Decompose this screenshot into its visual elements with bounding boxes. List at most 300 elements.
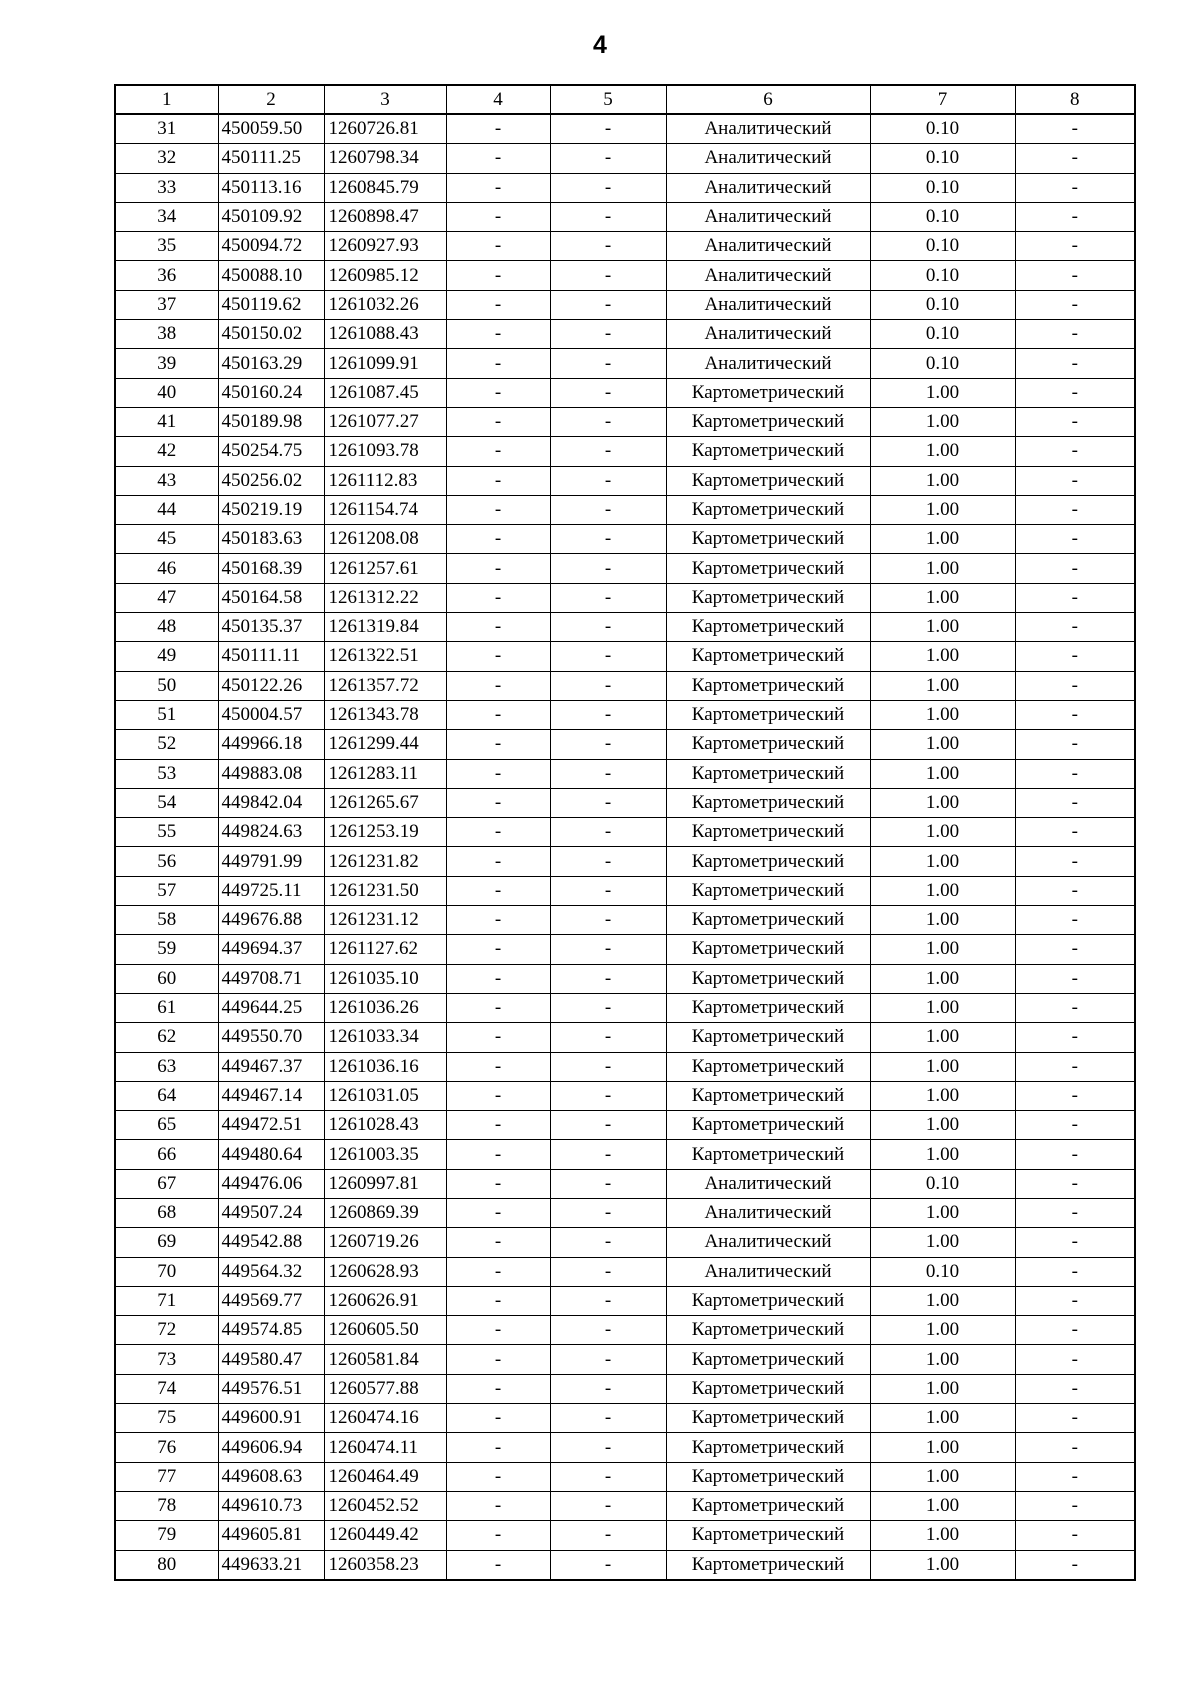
- table-cell-method: Аналитический: [666, 1228, 870, 1257]
- table-cell-y-coordinate: 1261087.45: [324, 378, 446, 407]
- table-cell-x-coordinate: 450122.26: [218, 671, 324, 700]
- table-cell-point-number: 45: [115, 525, 218, 554]
- table-cell-col-5: -: [550, 202, 666, 231]
- table-cell-accuracy: 1.00: [870, 964, 1015, 993]
- table-cell-col-5: -: [550, 1345, 666, 1374]
- table-cell-y-coordinate: 1260474.16: [324, 1404, 446, 1433]
- column-header-accuracy: 7: [870, 85, 1015, 114]
- table-cell-col-5: -: [550, 290, 666, 319]
- table-row: [115, 232, 1135, 261]
- table-cell-col-5: -: [550, 1404, 666, 1433]
- table-cell-accuracy: 1.00: [870, 1052, 1015, 1081]
- table-cell-point-number: 66: [115, 1140, 218, 1169]
- table-cell-accuracy: 0.10: [870, 1257, 1015, 1286]
- table-cell-col-5: -: [550, 1374, 666, 1403]
- table-cell-point-number: 43: [115, 466, 218, 495]
- table-cell-accuracy: 1.00: [870, 1374, 1015, 1403]
- table-cell-accuracy: 1.00: [870, 1081, 1015, 1110]
- table-cell-point-number: 49: [115, 642, 218, 671]
- table-cell-col-8: -: [1015, 114, 1135, 144]
- table-cell-x-coordinate: 450150.02: [218, 320, 324, 349]
- table-cell-point-number: 35: [115, 232, 218, 261]
- table-cell-method: Картометрический: [666, 935, 870, 964]
- table-cell-accuracy: 1.00: [870, 1023, 1015, 1052]
- table-cell-x-coordinate: 449725.11: [218, 876, 324, 905]
- table-cell-accuracy: 1.00: [870, 935, 1015, 964]
- table-cell-accuracy: 1.00: [870, 466, 1015, 495]
- table-cell-x-coordinate: 450256.02: [218, 466, 324, 495]
- table-cell-col-8: -: [1015, 671, 1135, 700]
- table-cell-col-5: -: [550, 1228, 666, 1257]
- table-cell-method: Картометрический: [666, 1491, 870, 1520]
- table-cell-col-8: -: [1015, 1491, 1135, 1520]
- table-cell-method: Картометрический: [666, 1404, 870, 1433]
- table-cell-method: Аналитический: [666, 1169, 870, 1198]
- table-cell-x-coordinate: 450113.16: [218, 173, 324, 202]
- table-cell-point-number: 44: [115, 495, 218, 524]
- table-cell-point-number: 36: [115, 261, 218, 290]
- table-cell-y-coordinate: 1261099.91: [324, 349, 446, 378]
- table-cell-col-4: -: [446, 232, 550, 261]
- table-cell-method: Картометрический: [666, 1521, 870, 1550]
- table-cell-col-4: -: [446, 466, 550, 495]
- table-row: [115, 730, 1135, 759]
- table-cell-col-8: -: [1015, 583, 1135, 612]
- table-cell-col-5: -: [550, 1111, 666, 1140]
- table-cell-col-5: -: [550, 1169, 666, 1198]
- table-cell-col-8: -: [1015, 1081, 1135, 1110]
- table-cell-accuracy: 0.10: [870, 173, 1015, 202]
- table-cell-x-coordinate: 449576.51: [218, 1374, 324, 1403]
- table-cell-accuracy: 0.10: [870, 114, 1015, 144]
- table-cell-accuracy: 1.00: [870, 876, 1015, 905]
- table-row: [115, 1316, 1135, 1345]
- table-cell-col-5: -: [550, 378, 666, 407]
- table-cell-accuracy: 1.00: [870, 495, 1015, 524]
- table-cell-col-5: -: [550, 320, 666, 349]
- table-cell-col-8: -: [1015, 906, 1135, 935]
- table-cell-col-8: -: [1015, 964, 1135, 993]
- column-header-point-number: 1: [115, 85, 218, 114]
- table-cell-y-coordinate: 1260577.88: [324, 1374, 446, 1403]
- table-cell-col-4: -: [446, 1257, 550, 1286]
- table-cell-method: Аналитический: [666, 144, 870, 173]
- table-row: [115, 993, 1135, 1022]
- table-cell-x-coordinate: 450109.92: [218, 202, 324, 231]
- table-cell-accuracy: 1.00: [870, 1491, 1015, 1520]
- table-cell-col-5: -: [550, 525, 666, 554]
- table-row: [115, 1286, 1135, 1315]
- table-cell-x-coordinate: 449633.21: [218, 1550, 324, 1580]
- table-row: [115, 1521, 1135, 1550]
- table-cell-col-5: -: [550, 437, 666, 466]
- table-cell-method: Аналитический: [666, 261, 870, 290]
- table-cell-accuracy: 1.00: [870, 525, 1015, 554]
- table-cell-col-8: -: [1015, 1521, 1135, 1550]
- table-cell-x-coordinate: 449606.94: [218, 1433, 324, 1462]
- table-cell-accuracy: 1.00: [870, 906, 1015, 935]
- table-cell-col-5: -: [550, 935, 666, 964]
- table-cell-method: Картометрический: [666, 554, 870, 583]
- table-cell-method: Аналитический: [666, 202, 870, 231]
- table-cell-y-coordinate: 1260898.47: [324, 202, 446, 231]
- table-cell-col-5: -: [550, 1257, 666, 1286]
- table-cell-method: Картометрический: [666, 1316, 870, 1345]
- table-cell-col-4: -: [446, 671, 550, 700]
- table-cell-point-number: 64: [115, 1081, 218, 1110]
- table-cell-method: Картометрический: [666, 525, 870, 554]
- table-cell-col-8: -: [1015, 1111, 1135, 1140]
- table-cell-y-coordinate: 1261127.62: [324, 935, 446, 964]
- table-cell-accuracy: 1.00: [870, 1433, 1015, 1462]
- table-cell-y-coordinate: 1261231.82: [324, 847, 446, 876]
- table-cell-x-coordinate: 449574.85: [218, 1316, 324, 1345]
- table-cell-x-coordinate: 449580.47: [218, 1345, 324, 1374]
- table-cell-x-coordinate: 449676.88: [218, 906, 324, 935]
- table-cell-point-number: 31: [115, 114, 218, 144]
- table-cell-col-4: -: [446, 114, 550, 144]
- table-cell-x-coordinate: 449467.14: [218, 1081, 324, 1110]
- table-cell-col-8: -: [1015, 1052, 1135, 1081]
- table-cell-accuracy: 1.00: [870, 730, 1015, 759]
- table-cell-col-4: -: [446, 759, 550, 788]
- table-cell-y-coordinate: 1261257.61: [324, 554, 446, 583]
- table-cell-method: Картометрический: [666, 1374, 870, 1403]
- table-cell-x-coordinate: 450168.39: [218, 554, 324, 583]
- table-cell-col-8: -: [1015, 847, 1135, 876]
- table-cell-y-coordinate: 1261033.34: [324, 1023, 446, 1052]
- table-cell-method: Картометрический: [666, 1433, 870, 1462]
- table-cell-col-4: -: [446, 437, 550, 466]
- table-cell-col-4: -: [446, 1521, 550, 1550]
- table-cell-col-4: -: [446, 320, 550, 349]
- table-cell-col-8: -: [1015, 1169, 1135, 1198]
- table-cell-y-coordinate: 1261077.27: [324, 407, 446, 436]
- table-cell-y-coordinate: 1261253.19: [324, 818, 446, 847]
- table-row: [115, 1374, 1135, 1403]
- table-cell-col-4: -: [446, 202, 550, 231]
- column-header-col-8: 8: [1015, 85, 1135, 114]
- table-cell-x-coordinate: 449569.77: [218, 1286, 324, 1315]
- table-cell-col-5: -: [550, 1491, 666, 1520]
- table-cell-col-8: -: [1015, 818, 1135, 847]
- table-cell-col-4: -: [446, 964, 550, 993]
- table-cell-x-coordinate: 450254.75: [218, 437, 324, 466]
- table-cell-point-number: 52: [115, 730, 218, 759]
- table-row: [115, 144, 1135, 173]
- table-cell-col-8: -: [1015, 1374, 1135, 1403]
- table-cell-col-5: -: [550, 818, 666, 847]
- table-cell-accuracy: 1.00: [870, 1140, 1015, 1169]
- table-cell-accuracy: 0.10: [870, 349, 1015, 378]
- table-cell-accuracy: 1.00: [870, 847, 1015, 876]
- table-cell-x-coordinate: 450163.29: [218, 349, 324, 378]
- table-cell-col-4: -: [446, 1081, 550, 1110]
- table-row: [115, 1140, 1135, 1169]
- table-cell-accuracy: 0.10: [870, 290, 1015, 319]
- table-row: [115, 173, 1135, 202]
- table-cell-col-8: -: [1015, 642, 1135, 671]
- table-cell-x-coordinate: 449708.71: [218, 964, 324, 993]
- table-cell-x-coordinate: 450119.62: [218, 290, 324, 319]
- table-row: [115, 1550, 1135, 1580]
- table-cell-point-number: 69: [115, 1228, 218, 1257]
- table-cell-col-8: -: [1015, 876, 1135, 905]
- table-cell-col-4: -: [446, 495, 550, 524]
- table-cell-point-number: 74: [115, 1374, 218, 1403]
- table-row: [115, 1257, 1135, 1286]
- table-cell-col-5: -: [550, 407, 666, 436]
- table-row: [115, 320, 1135, 349]
- table-cell-col-4: -: [446, 642, 550, 671]
- table-cell-col-5: -: [550, 847, 666, 876]
- table-cell-y-coordinate: 1260726.81: [324, 114, 446, 144]
- table-cell-point-number: 71: [115, 1286, 218, 1315]
- table-cell-point-number: 72: [115, 1316, 218, 1345]
- table-cell-accuracy: 1.00: [870, 407, 1015, 436]
- table-cell-accuracy: 1.00: [870, 583, 1015, 612]
- table-cell-point-number: 79: [115, 1521, 218, 1550]
- table-cell-col-8: -: [1015, 173, 1135, 202]
- table-row: [115, 261, 1135, 290]
- table-cell-y-coordinate: 1261003.35: [324, 1140, 446, 1169]
- table-cell-point-number: 73: [115, 1345, 218, 1374]
- table-row: [115, 906, 1135, 935]
- table-cell-accuracy: 1.00: [870, 1198, 1015, 1227]
- table-row: [115, 1345, 1135, 1374]
- table-cell-col-8: -: [1015, 1345, 1135, 1374]
- table-cell-accuracy: 1.00: [870, 1316, 1015, 1345]
- table-cell-x-coordinate: 449472.51: [218, 1111, 324, 1140]
- table-cell-x-coordinate: 450111.25: [218, 144, 324, 173]
- table-cell-accuracy: 1.00: [870, 759, 1015, 788]
- table-cell-y-coordinate: 1261343.78: [324, 700, 446, 729]
- table-cell-accuracy: 0.10: [870, 232, 1015, 261]
- table-cell-x-coordinate: 449600.91: [218, 1404, 324, 1433]
- table-cell-y-coordinate: 1260464.49: [324, 1462, 446, 1491]
- table-row: [115, 759, 1135, 788]
- table-cell-accuracy: 1.00: [870, 1228, 1015, 1257]
- table-cell-col-8: -: [1015, 261, 1135, 290]
- table-cell-col-5: -: [550, 144, 666, 173]
- table-cell-y-coordinate: 1260474.11: [324, 1433, 446, 1462]
- table-cell-y-coordinate: 1261208.08: [324, 525, 446, 554]
- table-cell-col-8: -: [1015, 320, 1135, 349]
- table-cell-col-8: -: [1015, 935, 1135, 964]
- table-cell-method: Аналитический: [666, 173, 870, 202]
- table-row: [115, 466, 1135, 495]
- table-cell-col-5: -: [550, 906, 666, 935]
- table-cell-col-4: -: [446, 1491, 550, 1520]
- table-cell-accuracy: 1.00: [870, 437, 1015, 466]
- table-cell-x-coordinate: 449467.37: [218, 1052, 324, 1081]
- table-cell-point-number: 78: [115, 1491, 218, 1520]
- table-cell-method: Картометрический: [666, 876, 870, 905]
- table-cell-x-coordinate: 449610.73: [218, 1491, 324, 1520]
- table-cell-method: Аналитический: [666, 1257, 870, 1286]
- table-cell-method: Картометрический: [666, 671, 870, 700]
- table-cell-col-8: -: [1015, 1023, 1135, 1052]
- column-header-x-coordinate: 2: [218, 85, 324, 114]
- table-cell-point-number: 33: [115, 173, 218, 202]
- table-cell-x-coordinate: 449694.37: [218, 935, 324, 964]
- table-cell-col-5: -: [550, 1140, 666, 1169]
- table-cell-col-8: -: [1015, 232, 1135, 261]
- column-header-col-4: 4: [446, 85, 550, 114]
- table-row: [115, 1052, 1135, 1081]
- table-cell-col-8: -: [1015, 1286, 1135, 1315]
- table-cell-method: Картометрический: [666, 642, 870, 671]
- table-cell-col-8: -: [1015, 700, 1135, 729]
- table-cell-point-number: 38: [115, 320, 218, 349]
- table-cell-method: Картометрический: [666, 437, 870, 466]
- table-cell-method: Аналитический: [666, 320, 870, 349]
- table-cell-y-coordinate: 1260452.52: [324, 1491, 446, 1520]
- table-cell-accuracy: 1.00: [870, 1111, 1015, 1140]
- table-cell-col-8: -: [1015, 466, 1135, 495]
- table-cell-y-coordinate: 1260719.26: [324, 1228, 446, 1257]
- table-cell-point-number: 55: [115, 818, 218, 847]
- table-cell-method: Картометрический: [666, 583, 870, 612]
- table-cell-col-8: -: [1015, 1257, 1135, 1286]
- table-cell-col-5: -: [550, 788, 666, 817]
- table-cell-method: Картометрический: [666, 788, 870, 817]
- table-cell-x-coordinate: 449966.18: [218, 730, 324, 759]
- table-cell-col-5: -: [550, 232, 666, 261]
- table-cell-col-8: -: [1015, 1140, 1135, 1169]
- table-cell-col-8: -: [1015, 1228, 1135, 1257]
- table-cell-col-4: -: [446, 788, 550, 817]
- table-cell-y-coordinate: 1260358.23: [324, 1550, 446, 1580]
- table-cell-accuracy: 1.00: [870, 1462, 1015, 1491]
- table-cell-x-coordinate: 449480.64: [218, 1140, 324, 1169]
- table-cell-col-4: -: [446, 1140, 550, 1169]
- table-cell-y-coordinate: 1261036.16: [324, 1052, 446, 1081]
- table-cell-method: Картометрический: [666, 1286, 870, 1315]
- table-cell-y-coordinate: 1261322.51: [324, 642, 446, 671]
- table-row: [115, 1111, 1135, 1140]
- table-cell-col-5: -: [550, 1286, 666, 1315]
- table-row: [115, 1169, 1135, 1198]
- table-cell-method: Картометрический: [666, 466, 870, 495]
- table-cell-col-8: -: [1015, 759, 1135, 788]
- table-cell-y-coordinate: 1261231.12: [324, 906, 446, 935]
- table-cell-col-8: -: [1015, 525, 1135, 554]
- table-cell-y-coordinate: 1261032.26: [324, 290, 446, 319]
- table-cell-col-5: -: [550, 613, 666, 642]
- table-cell-col-4: -: [446, 935, 550, 964]
- table-cell-col-4: -: [446, 1052, 550, 1081]
- table-cell-accuracy: 1.00: [870, 700, 1015, 729]
- table-cell-y-coordinate: 1261088.43: [324, 320, 446, 349]
- table-cell-x-coordinate: 449824.63: [218, 818, 324, 847]
- table-cell-method: Картометрический: [666, 613, 870, 642]
- table-cell-method: Картометрический: [666, 1111, 870, 1140]
- table-cell-col-8: -: [1015, 144, 1135, 173]
- table-cell-col-8: -: [1015, 993, 1135, 1022]
- table-cell-col-5: -: [550, 1433, 666, 1462]
- column-header-method: 6: [666, 85, 870, 114]
- table-cell-col-8: -: [1015, 407, 1135, 436]
- table-cell-col-8: -: [1015, 730, 1135, 759]
- table-cell-x-coordinate: 450160.24: [218, 378, 324, 407]
- table-cell-method: Аналитический: [666, 290, 870, 319]
- table-cell-point-number: 56: [115, 847, 218, 876]
- table-cell-y-coordinate: 1261265.67: [324, 788, 446, 817]
- table-cell-col-8: -: [1015, 554, 1135, 583]
- table-cell-x-coordinate: 450135.37: [218, 613, 324, 642]
- table-cell-col-8: -: [1015, 1433, 1135, 1462]
- table-cell-col-5: -: [550, 759, 666, 788]
- table-cell-method: Аналитический: [666, 232, 870, 261]
- table-cell-col-4: -: [446, 1462, 550, 1491]
- table-cell-x-coordinate: 449608.63: [218, 1462, 324, 1491]
- table-row: [115, 613, 1135, 642]
- table-cell-point-number: 65: [115, 1111, 218, 1140]
- table-cell-x-coordinate: 449564.32: [218, 1257, 324, 1286]
- table-cell-col-4: -: [446, 818, 550, 847]
- table-cell-y-coordinate: 1261112.83: [324, 466, 446, 495]
- table-cell-accuracy: 1.00: [870, 818, 1015, 847]
- table-cell-x-coordinate: 450183.63: [218, 525, 324, 554]
- table-cell-point-number: 61: [115, 993, 218, 1022]
- table-cell-point-number: 76: [115, 1433, 218, 1462]
- table-cell-col-8: -: [1015, 788, 1135, 817]
- table-cell-col-4: -: [446, 407, 550, 436]
- table-cell-accuracy: 1.00: [870, 1345, 1015, 1374]
- table-cell-point-number: 60: [115, 964, 218, 993]
- table-cell-point-number: 37: [115, 290, 218, 319]
- coordinates-table: [114, 84, 1136, 1581]
- table-cell-col-8: -: [1015, 437, 1135, 466]
- table-cell-method: Картометрический: [666, 1140, 870, 1169]
- table-cell-point-number: 46: [115, 554, 218, 583]
- table-cell-y-coordinate: 1261035.10: [324, 964, 446, 993]
- table-cell-point-number: 58: [115, 906, 218, 935]
- table-cell-col-5: -: [550, 554, 666, 583]
- table-row: [115, 437, 1135, 466]
- table-cell-y-coordinate: 1260628.93: [324, 1257, 446, 1286]
- table-cell-accuracy: 0.10: [870, 261, 1015, 290]
- table-cell-col-4: -: [446, 1345, 550, 1374]
- table-cell-col-4: -: [446, 1111, 550, 1140]
- table-cell-point-number: 39: [115, 349, 218, 378]
- table-cell-col-8: -: [1015, 495, 1135, 524]
- table-cell-col-8: -: [1015, 1462, 1135, 1491]
- table-cell-accuracy: 1.00: [870, 378, 1015, 407]
- table-cell-col-8: -: [1015, 349, 1135, 378]
- table-cell-col-8: -: [1015, 613, 1135, 642]
- table-cell-point-number: 47: [115, 583, 218, 612]
- table-cell-method: Картометрический: [666, 993, 870, 1022]
- table-cell-col-4: -: [446, 1404, 550, 1433]
- table-cell-y-coordinate: 1261028.43: [324, 1111, 446, 1140]
- table-row: [115, 554, 1135, 583]
- table-cell-method: Аналитический: [666, 349, 870, 378]
- table-cell-method: Картометрический: [666, 700, 870, 729]
- table-cell-x-coordinate: 449842.04: [218, 788, 324, 817]
- table-cell-col-5: -: [550, 876, 666, 905]
- table-cell-col-5: -: [550, 1081, 666, 1110]
- table-row: [115, 847, 1135, 876]
- table-cell-col-5: -: [550, 349, 666, 378]
- table-cell-method: Картометрический: [666, 964, 870, 993]
- table-cell-y-coordinate: 1261357.72: [324, 671, 446, 700]
- table-cell-x-coordinate: 449644.25: [218, 993, 324, 1022]
- table-cell-col-4: -: [446, 525, 550, 554]
- table-cell-method: Аналитический: [666, 1198, 870, 1227]
- table-cell-col-8: -: [1015, 290, 1135, 319]
